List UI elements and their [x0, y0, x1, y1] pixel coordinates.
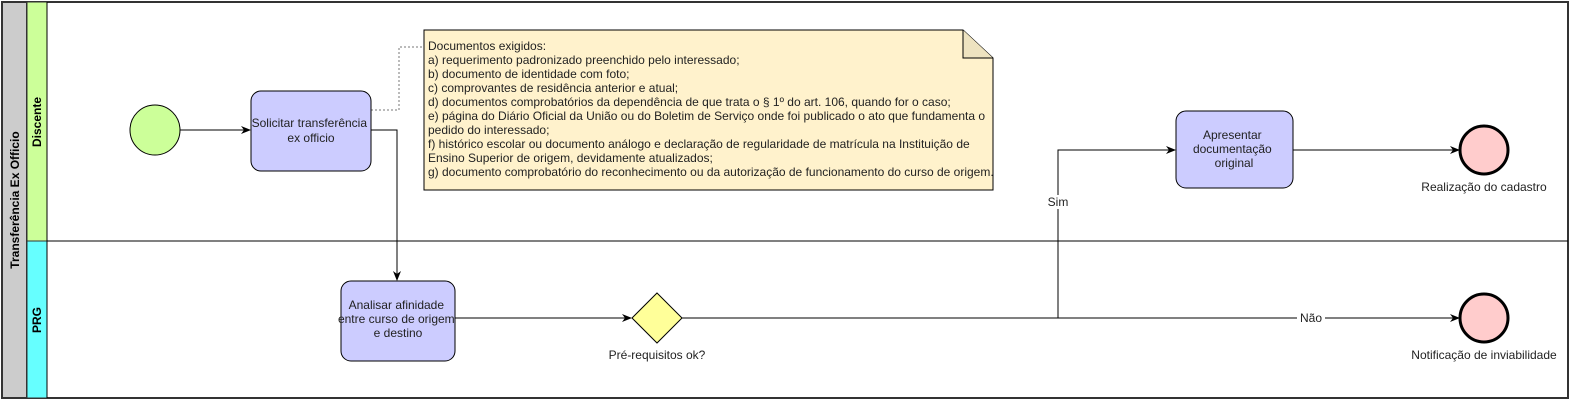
task-label: Solicitar transferência ex officio [251, 116, 368, 145]
annotation-note[interactable] [424, 30, 994, 190]
end-event-cadastro[interactable] [1460, 126, 1508, 174]
flow-yes-label: Sim [1047, 195, 1069, 209]
start-event[interactable] [130, 105, 180, 155]
task-analisar-afinidade[interactable] [338, 281, 458, 361]
task-solicitar-transferencia[interactable] [251, 91, 371, 171]
end-event-cadastro-label: Realização do cadastro [1421, 180, 1547, 194]
lane-discente-label: Discente [30, 96, 44, 148]
task-apresentar-documentacao[interactable] [1176, 111, 1293, 188]
end-event-inviabilidade[interactable] [1460, 294, 1508, 342]
pool-title: Transferência Ex Officio [8, 131, 22, 269]
lane-prg-label: PRG [30, 306, 44, 334]
flow-no-label: Não [1299, 311, 1323, 325]
gateway-label: Pré-requisitos ok? [608, 348, 706, 362]
task-label: Analisar afinidade entre curso de origem e destino [337, 298, 455, 340]
note-text: Documentos exigidos: a) requerimento padronizado preenchido pelo interessado; b) documento de identidade com foto; c) comprovantes de residência anterior e atual; d) documentos comprobatórios da dependência de que trata o § 1º do art. 106, quando for o caso; e) página do Diário Oficial da União ou do Boletim de Serviço onde foi publicado o ato que fundamenta o pedido do interessado; f) histórico escolar ou documento análogo e declaração de regularidade de matrícula na Instituição de Ensino Superior de origem, devidamente atualizados; g) documento comprobatório do reconhecimento ou da autorização de funcionamento do curso de origem. [428, 39, 994, 179]
task-label: Apresentar documentação original [1192, 128, 1272, 170]
end-event-inviabilidade-label: Notificação de inviabilidade [1411, 348, 1557, 362]
